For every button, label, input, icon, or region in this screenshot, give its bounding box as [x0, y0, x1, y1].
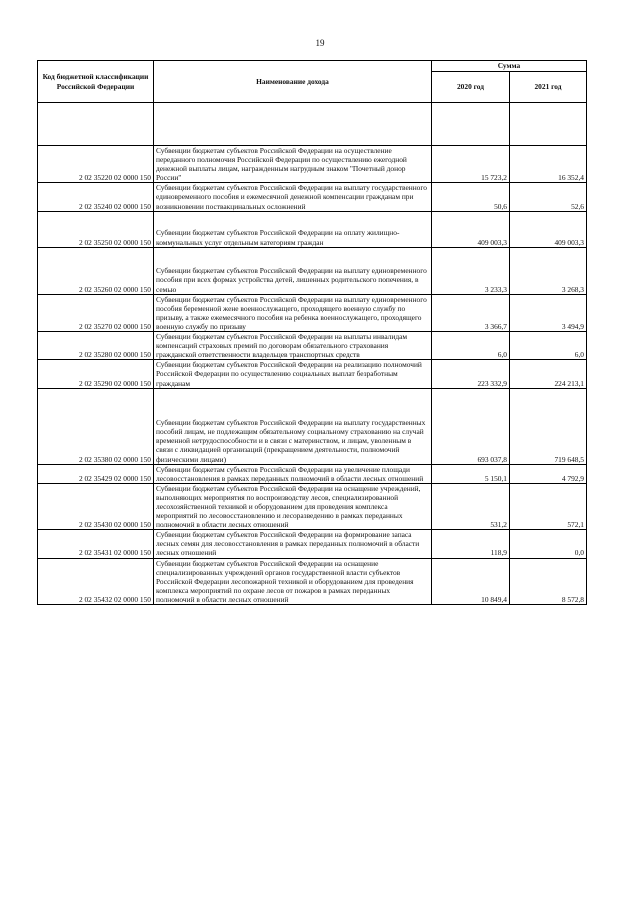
row-name: Субвенции бюджетам субъектов Российской Федерации на оснащение учреждений, выполняющих мероприятия по воспроизводству лесов, специализированной лесохозяйственной техникой и оборудованием для проведения комплекса мероприятий по лесовосстановлению и лесоразведению в рамках переданных полномочий в области лесных отношений	[154, 483, 432, 529]
row-value-2020: 5 150,1	[432, 464, 510, 483]
row-code: 2 02 35432 02 0000 150	[38, 558, 154, 604]
income-table	[37, 60, 587, 605]
row-code: 2 02 35220 02 0000 150	[38, 146, 154, 183]
row-name: Субвенции бюджетам субъектов Российской Федерации на формирование запаса лесных семян для лесовосстановления в рамках переданных полномочий в области лесных отношений	[154, 530, 432, 558]
table-row	[38, 211, 587, 247]
table-row	[38, 483, 587, 529]
table-row	[38, 183, 587, 211]
row-name: Субвенции бюджетам субъектов Российской Федерации на оплату жилищно-коммунальных услуг отдельным категориям граждан	[154, 211, 432, 247]
row-value-2021: 8 572,8	[510, 558, 587, 604]
row-value-2020: 531,2	[432, 483, 510, 529]
row-code: 2 02 35290 02 0000 150	[38, 360, 154, 388]
row-name: Субвенции бюджетам субъектов Российской Федерации на выплату единовременного пособия при всех формах устройства детей, лишенных родительского попечения, в семью	[154, 247, 432, 294]
row-value-2021: 4 792,9	[510, 464, 587, 483]
row-name: Субвенции бюджетам субъектов Российской Федерации на увеличение площади лесовосстановления в рамках переданных полномочий в области лесных отношений	[154, 464, 432, 483]
row-code: 2 02 35431 02 0000 150	[38, 530, 154, 558]
table-row	[38, 294, 587, 331]
table-row	[38, 360, 587, 388]
row-value-2020: 50,6	[432, 183, 510, 211]
row-code: 2 02 35430 02 0000 150	[38, 483, 154, 529]
row-value-2021: 16 352,4	[510, 146, 587, 183]
row-value-2021: 3 268,3	[510, 247, 587, 294]
row-value-2021: 52,6	[510, 183, 587, 211]
row-name: Субвенции бюджетам субъектов Российской Федерации на выплату единовременного пособия беременной жене военнослужащего, проходящего военную службу по призыву, а также ежемесячного пособия на ребенка военнослужащего, проходящего военную службу по призыву	[154, 294, 432, 331]
table-row	[38, 332, 587, 360]
page-number: 19	[315, 38, 325, 48]
row-name: Субвенции бюджетам субъектов Российской Федерации на выплату государственных пособий лицам, не подлежащим обязательному социальному страхованию на случай временной нетрудоспособности и в связи с материнством, и лицам, уволенным в связи с ликвидацией организаций (прекращением деятельности, полномочий физическими лицами)	[154, 388, 432, 464]
header-sum: Сумма	[432, 61, 587, 72]
row-code: 2 02 35429 02 0000 150	[38, 464, 154, 483]
row-value-2021: 572,1	[510, 483, 587, 529]
row-value-2020: 693 037,8	[432, 388, 510, 464]
header-year-2021: 2021 год	[510, 72, 587, 103]
row-value-2021: 6,0	[510, 332, 587, 360]
row-code: 2 02 35240 02 0000 150	[38, 183, 154, 211]
header-year-2020: 2020 год	[432, 72, 510, 103]
row-value-2020: 3 233,3	[432, 247, 510, 294]
header-code: Код бюджетной классификации Российской Федерации	[38, 61, 154, 103]
row-value-2021: 409 003,3	[510, 211, 587, 247]
row-code: 2 02 35260 02 0000 150	[38, 247, 154, 294]
row-value-2020: 409 003,3	[432, 211, 510, 247]
row-value-2020: 118,9	[432, 530, 510, 558]
spacer-row	[38, 103, 587, 146]
row-value-2021: 719 648,5	[510, 388, 587, 464]
row-code: 2 02 35250 02 0000 150	[38, 211, 154, 247]
row-value-2021: 3 494,9	[510, 294, 587, 331]
table-row	[38, 146, 587, 183]
row-code: 2 02 35270 02 0000 150	[38, 294, 154, 331]
table-row	[38, 388, 587, 464]
row-code: 2 02 35280 02 0000 150	[38, 332, 154, 360]
row-name: Субвенции бюджетам субъектов Российской Федерации на оснащение специализированных учреждений органов государственной власти субъектов Российской Федерации лесопожарной техникой и оборудованием для проведения комплекса мероприятий по охране лесов от пожаров в рамках переданных полномочий в области лесных отношений	[154, 558, 432, 604]
row-value-2021: 224 213,1	[510, 360, 587, 388]
row-value-2020: 15 723,2	[432, 146, 510, 183]
row-name: Субвенции бюджетам субъектов Российской Федерации на осуществление переданного полномочия Российской Федерации по осуществлению ежегодной денежной выплаты лицам, награжденным нагрудным знаком "Почетный донор России"	[154, 146, 432, 183]
table-row	[38, 247, 587, 294]
header-name: Наименование дохода	[154, 61, 432, 103]
row-value-2020: 3 366,7	[432, 294, 510, 331]
row-value-2020: 6,0	[432, 332, 510, 360]
row-value-2020: 223 332,9	[432, 360, 510, 388]
table-row	[38, 530, 587, 558]
row-value-2020: 10 849,4	[432, 558, 510, 604]
row-value-2021: 0,0	[510, 530, 587, 558]
table-row	[38, 464, 587, 483]
table-row	[38, 558, 587, 604]
row-code: 2 02 35380 02 0000 150	[38, 388, 154, 464]
row-name: Субвенции бюджетам субъектов Российской Федерации на выплаты инвалидам компенсаций страховых премий по договорам обязательного страхования гражданской ответственности владельцев транспортных средств	[154, 332, 432, 360]
row-name: Субвенции бюджетам субъектов Российской Федерации на реализацию полномочий Российской Федерации по осуществлению социальных выплат безработным гражданам	[154, 360, 432, 388]
row-name: Субвенции бюджетам субъектов Российской Федерации на выплату государственного единовременного пособия и ежемесячной денежной компенсации гражданам при возникновении поствакцинальных осложнений	[154, 183, 432, 211]
